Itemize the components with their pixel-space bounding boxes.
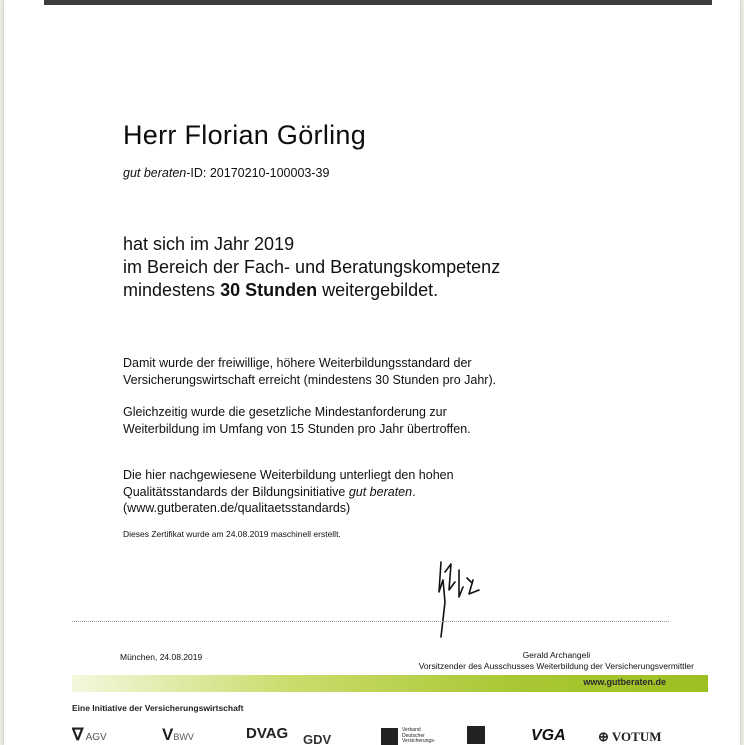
verband-mark-icon	[381, 728, 398, 745]
signer-title: Vorsitzender des Ausschusses Weiterbildung der Versicherungsvermittler	[418, 661, 694, 671]
vga-logo: VGA	[531, 727, 566, 744]
para1-line-1: Damit wurde der freiwillige, höhere Weiterbildungsstandard der	[123, 356, 472, 370]
recipient-name: Herr Florian Görling	[123, 120, 367, 150]
paragraph-legal-requirement	[123, 404, 471, 437]
place-date: München, 24.08.2019	[120, 652, 203, 662]
gut-beraten-id-value: -ID: 20170210-100003-39	[186, 166, 330, 180]
verband-logo	[381, 728, 441, 745]
bwv-mark-icon: V	[162, 725, 174, 744]
verband-text	[402, 728, 435, 745]
website-link[interactable]: www.gutberaten.de	[583, 677, 666, 687]
main-line-2: im Bereich der Fach- und Beratungskompetenz	[123, 257, 501, 277]
gdv-logo: GDV	[303, 732, 332, 745]
gut-beraten-id-label: gut beraten	[123, 166, 187, 180]
paragraph-voluntary-standard	[123, 355, 496, 388]
verdi-logo-icon	[467, 726, 485, 744]
bwv-logo	[162, 725, 194, 745]
dvag-logo: DVAG	[246, 725, 289, 742]
votum-logo: ⊕ VOTUM	[598, 729, 662, 744]
top-bar	[44, 0, 712, 5]
para3-line-2-pre: Qualitätsstandards der Bildungsinitiative	[123, 484, 349, 499]
partner-logos	[72, 722, 672, 745]
para2-line-2: Weiterbildung im Umfang von 15 Stunden pro Jahr übertroffen.	[123, 421, 471, 436]
para1-line-2: Versicherungswirtschaft erreicht (mindestens 30 Stunden pro Jahr).	[123, 372, 497, 387]
main-statement	[123, 233, 500, 302]
signer-block	[419, 650, 694, 672]
para3-line-1: Die hier nachgewiesene Weiterbildung unterliegt den hohen	[123, 468, 454, 482]
divider-line	[72, 621, 669, 622]
signer-name: Gerald Archangeli	[522, 650, 591, 660]
generated-note: Dieses Zertifikat wurde am 24.08.2019 maschinell erstellt.	[123, 529, 341, 539]
signature	[429, 542, 489, 642]
initiative-label: Eine Initiative der Versicherungswirtschaft	[72, 703, 244, 713]
verband-line-2: Deutscher	[402, 732, 425, 739]
certificate-page	[4, 0, 740, 745]
para2-line-1: Gleichzeitig wurde die gesetzliche Mindestanforderung zur	[123, 405, 447, 419]
main-line-3-post: weitergebildet.	[317, 280, 439, 300]
gut-beraten-id	[123, 166, 329, 180]
agv-text: AGV	[85, 732, 107, 743]
verband-line-1: Verband	[402, 727, 421, 733]
para3-line-2-italic: gut beraten	[348, 484, 413, 499]
bwv-text: BWV	[173, 732, 194, 742]
quality-standards-link: (www.gutberaten.de/qualitaetsstandards)	[123, 501, 351, 515]
hours-highlight: 30 Stunden	[220, 280, 318, 300]
main-line-3-pre: mindestens	[123, 280, 221, 300]
website-bar	[72, 675, 708, 692]
paragraph-quality-standards	[123, 467, 454, 517]
agv-mark-icon: ∇	[72, 725, 84, 744]
main-line-3	[123, 279, 500, 302]
main-line-1: hat sich im Jahr 2019	[123, 234, 295, 254]
agv-logo	[72, 725, 107, 745]
para3-line-2-post: .	[412, 484, 416, 499]
para3-line-2	[123, 484, 454, 501]
verband-line-3: Versicherungs-	[402, 738, 436, 744]
